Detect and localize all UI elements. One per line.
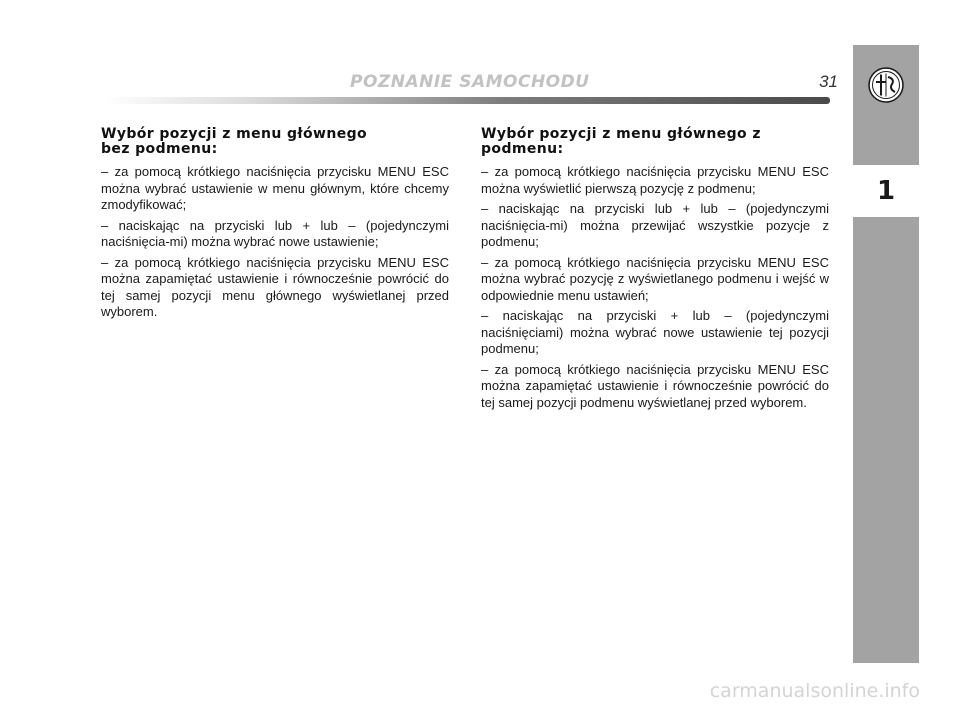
paragraph: – naciskając na przyciski lub + lub – (pojedynczymi naciśnięcia-mi) można wybrać nowe ustawienie; (101, 217, 449, 249)
alfa-romeo-logo-icon (868, 67, 904, 103)
page-number: 31 (819, 72, 838, 91)
section-heading-no-submenu (101, 127, 449, 157)
paragraph: – za pomocą krótkiego naciśnięcia przycisku MENU ESC można zapamiętać ustawienie i równocześnie powrócić do tej samej pozycji podmenu wyświetlanej przed wyborem. (481, 361, 829, 410)
chapter-number: 1 (876, 176, 896, 206)
paragraph: – za pomocą krótkiego naciśnięcia przycisku MENU ESC można wyświetlić pierwszą pozycję z podmenu; (481, 164, 829, 196)
watermark: carmanualsonline.info (709, 680, 920, 702)
header-rule (102, 97, 830, 104)
paragraph: – za pomocą krótkiego naciśnięcia przycisku MENU ESC można wybrać ustawienie w menu głównym, które chcemy zmodyfikować; (101, 164, 449, 212)
heading-line-1: Wybór pozycji z menu głównego (101, 126, 368, 142)
paragraph: – za pomocą krótkiego naciśnięcia przycisku MENU ESC można zapamiętać ustawienie i równocześnie powrócić do tej samej pozycji menu głównego wyświetlanej przed wyborem. (101, 254, 449, 319)
right-column (481, 127, 829, 415)
left-column (101, 127, 449, 325)
paragraph: – naciskając na przyciski lub + lub – (pojedynczymi naciśnięcia-mi) można przewijać wszystkie pozycje z podmenu; (481, 201, 829, 249)
heading-line-2: bez podmenu: (101, 141, 218, 157)
page-header-title: POZNANIE SAMOCHODU (350, 72, 590, 92)
paragraph: – naciskając na przyciski + lub – (pojedynczymi naciśnięciami) można wybrać nowe ustawienie tej pozycji podmenu; (481, 308, 829, 356)
chapter-sidebar (853, 45, 919, 663)
paragraph: – za pomocą krótkiego naciśnięcia przycisku MENU ESC można wybrać pozycję z wyświetlanego podmenu i wejść w odpowiednie menu ustawień; (481, 254, 829, 303)
section-heading-with-submenu: Wybór pozycji z menu głównego z podmenu: (481, 126, 761, 157)
chapter-tab (853, 165, 919, 217)
